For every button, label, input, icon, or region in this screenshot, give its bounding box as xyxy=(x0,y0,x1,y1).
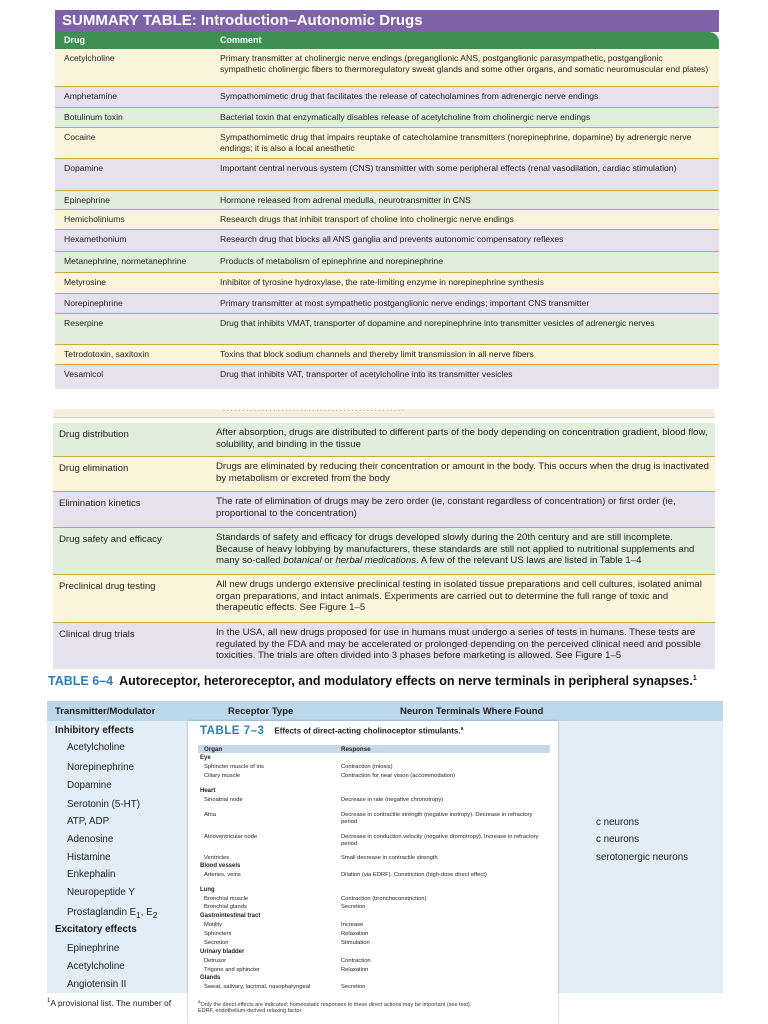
table-6-4-footnote: $^1$A provisional list. The number of xyxy=(47,998,172,1008)
table-row xyxy=(198,931,550,938)
table-row xyxy=(198,797,550,804)
organ: Ciliary muscle xyxy=(204,773,241,779)
transmitter-label: Acetylcholine xyxy=(67,961,125,972)
organ-category: Glands xyxy=(200,975,221,981)
organ: Bronchial glands xyxy=(204,904,247,910)
drug-name: Reserpine xyxy=(64,318,104,328)
response: Relaxation xyxy=(341,931,369,937)
concept-term: Drug distribution xyxy=(59,429,129,440)
terminal-label: serotonergic neurons xyxy=(596,852,689,863)
response: Relaxation xyxy=(341,967,369,973)
drug-comment: Hormone released from adrenal medulla, neurotransmitter in CNS xyxy=(220,195,471,205)
summary-table xyxy=(55,10,719,389)
drug-comment: Products of metabolism of epinephrine and norepinephrine xyxy=(220,256,444,266)
transmitter-label: Prostaglandin $E_1$, $E_2$ xyxy=(67,907,158,920)
response: Decrease in conduction velocity (negative dromotropy). Increase in refractory period xyxy=(341,834,539,847)
header-response: Response xyxy=(341,745,371,753)
table-row xyxy=(198,904,550,911)
organ: Trigone and sphincter xyxy=(204,967,260,973)
drug-comment: Toxins that block sodium channels and thereby limit transmission in all nerve fibers xyxy=(220,349,534,359)
table-number: TABLE 7–3 xyxy=(200,725,265,737)
drug-name: Epinephrine xyxy=(64,195,110,205)
transmitter-label: Epinephrine xyxy=(67,943,120,954)
drug-comment: Sympathomimetic drug that impairs reuptake of catecholamine transmitters (norepinephrine, dopamine) by adrenergic nerve endings; it is also a local anesthetic xyxy=(220,132,692,153)
organ: Secretion xyxy=(204,940,229,946)
concept-text: In the USA, all new drugs proposed for use in humans must undergo a series of tests in humans. These tests are regulated by the FDA and may be accelerated or prolonged depending on the perceived clinical need and possible toxicities. The trials are often divided into 3 phases before marketing is allowed. See Figure 1–5 xyxy=(216,627,701,662)
transmitter-label: Adenosine xyxy=(67,834,114,845)
table-row xyxy=(198,922,550,929)
transmitter-label: Enkephalin xyxy=(67,869,116,880)
response: Contraction (bronchoconstriction) xyxy=(341,896,427,902)
organ: Arteries, veins xyxy=(204,872,241,878)
concept-text: Standards of safety and efficacy for drugs developed slowly during the 20th century and are still incomplete. Because of heavy lobbying by manufacturers, these standards are still not applied to nutritional supplements and many so-called botanical or herbal medications. A few of the relevant US laws are listed in Table 1–4 xyxy=(216,532,695,567)
table-row xyxy=(198,812,550,826)
organ-category: Urinary bladder xyxy=(200,949,245,955)
organ-category: Blood vessels xyxy=(200,863,241,869)
concept-text: The rate of elimination of drugs may be zero order (ie, constant regardless of concentration) or first order (ie, proportional to the concentration) xyxy=(216,496,676,519)
table-row xyxy=(198,764,550,771)
table-row xyxy=(53,457,715,492)
concept-term: Drug elimination xyxy=(59,463,129,474)
drug-name: Dopamine xyxy=(64,163,104,173)
organ-category: Gastrointestinal tract xyxy=(200,913,261,919)
organ: Sphincters xyxy=(204,931,232,937)
cropped-row-remnant xyxy=(53,409,715,418)
header-organ: Organ xyxy=(204,745,223,753)
table-row xyxy=(198,855,550,862)
drug-comment: Drug that inhibits VAT, transporter of acetylcholine into its transmitter vesicles xyxy=(220,369,513,379)
response: Decrease in rate (negative chronotropy) xyxy=(341,797,444,803)
transmitter-label: Acetylcholine xyxy=(67,742,125,753)
cropped-text: . . . . . . . . . . . . . . . . . . . . . . . . . . . . . . . . . . . . . . . . . . . . . . . xyxy=(223,409,404,413)
organ: Atria xyxy=(204,812,216,818)
drug-name: Cocaine xyxy=(64,132,96,142)
table-row xyxy=(55,87,719,108)
table-row xyxy=(55,230,719,252)
table-7-3 xyxy=(188,721,558,1024)
table-row xyxy=(55,273,719,294)
concept-term: Elimination kinetics xyxy=(59,498,141,509)
table-row xyxy=(198,967,550,974)
footnote-mark: 1 xyxy=(692,674,697,682)
summary-table-header xyxy=(55,32,719,49)
table-row xyxy=(53,575,715,623)
organ: Motility xyxy=(204,922,223,928)
table-row xyxy=(55,108,719,128)
concept-text: Drugs are eliminated by reducing their concentration or amount in the body. This occurs when the drug is inactivated by metabolism or excreted from the body xyxy=(216,461,709,484)
drug-comment: Research drug that blocks all ANS ganglia and prevents autonomic compensatory reflexes xyxy=(220,234,564,244)
table-row xyxy=(53,623,715,669)
drug-comment: Sympathomimetic drug that facilitates the release of catecholamines from adrenergic nerve endings xyxy=(220,91,599,101)
organ-category: Heart xyxy=(200,788,216,794)
concept-text: After absorption, drugs are distributed to different parts of the body depending on concentration gradient, blood flow, solubility, and binding in the tissue xyxy=(216,427,708,450)
response: Contraction xyxy=(341,958,371,964)
drug-comment: Research drugs that inhibit transport of choline into cholinergic nerve endings xyxy=(220,214,514,224)
drug-name: Metyrosine xyxy=(64,277,107,287)
response: Secretion xyxy=(341,984,366,990)
transmitter-label: Norepinephrine xyxy=(67,762,134,773)
table-row xyxy=(55,159,719,191)
concept-term: Clinical drug trials xyxy=(59,629,135,640)
concept-term: Preclinical drug testing xyxy=(59,581,156,592)
header-drug: Drug xyxy=(64,35,85,45)
drug-comment: Drug that inhibits VMAT, transporter of dopamine and norepinephrine into transmitter vesicles of adrenergic nerves xyxy=(220,318,655,328)
organ: Ventricles xyxy=(204,855,230,861)
organ: Sphincter muscle of iris xyxy=(204,764,264,770)
drug-name: Metanephrine, normetanephrine xyxy=(64,256,187,266)
organ: Sweat, salivary, lacrimal, nasopharyngeal xyxy=(204,984,311,990)
drug-comment: Primary transmitter at cholinergic nerve endings (preganglionic ANS, postganglionic parasympathetic, postganglionic sympathetic cholinergic fibers to thermoregulatory sweat glands and some other organs, and somatic neuromuscular end plates) xyxy=(220,53,709,74)
transmitter-label: Serotonin (5-HT) xyxy=(67,799,140,810)
transmitter-label: ATP, ADP xyxy=(67,816,110,827)
drug-name: Acetylcholine xyxy=(64,53,115,63)
drug-name: Hemicholiniums xyxy=(64,214,125,224)
organ-category: Lung xyxy=(200,887,215,893)
concepts-table xyxy=(53,423,715,669)
transmitter-label: Neuropeptide Y xyxy=(67,887,135,898)
table-row xyxy=(55,49,719,87)
drug-name: Tetrodotoxin, saxitoxin xyxy=(64,349,150,359)
drug-name: Amphetamine xyxy=(64,91,118,101)
response: Increase xyxy=(341,922,364,928)
header-transmitter: Transmitter/Modulator xyxy=(55,705,156,717)
table-row xyxy=(55,314,719,345)
table-number: TABLE 6–4 xyxy=(48,674,114,688)
drug-comment: Inhibitor of tyrosine hydroxylase, the rate-limiting enzyme in norepinephrine synthesis xyxy=(220,277,544,287)
organ: Detrusor xyxy=(204,958,227,964)
table-row xyxy=(53,492,715,528)
transmitter-label: Dopamine xyxy=(67,780,112,791)
table-row xyxy=(53,423,715,457)
table-row xyxy=(55,365,719,389)
section-label: Inhibitory effects xyxy=(55,725,134,736)
table-7-3-footnote: $^a$Only the direct effects are indicated; homeostatic responses to these direct actions may be important (see text). EDRF, endothelium-derived relaxing factor. xyxy=(198,999,472,1015)
table-row xyxy=(55,252,719,273)
response: Decrease in contractile strength (negative inotropy). Decrease in refractory period xyxy=(341,812,533,825)
response: Contraction (miosis) xyxy=(341,764,393,770)
terminal-label: c neurons xyxy=(596,834,640,845)
table-row xyxy=(53,528,715,575)
organ: Sinoatrial node xyxy=(204,797,243,803)
drug-comment: Primary transmitter at most sympathetic postganglionic nerve endings; important CNS transmitter xyxy=(220,298,590,308)
concept-text: All new drugs undergo extensive preclinical testing in isolated tissue preparations and cell cultures, isolated animal organ preparations, and intact animals. Experiments are carried out to determine the full range of toxic and therapeutic effects. See Figure 1–5 xyxy=(216,579,702,614)
response: Small decrease in contractile strength xyxy=(341,855,438,861)
table-row xyxy=(55,128,719,159)
organ: Bronchial muscle xyxy=(204,896,249,902)
organ: Atrioventricular node xyxy=(204,834,258,840)
terminal-label: c neurons xyxy=(596,817,640,828)
table-row xyxy=(55,191,719,210)
transmitter-label: Angiotensin II xyxy=(67,979,127,990)
header-comment: Comment xyxy=(220,35,262,45)
table-row xyxy=(55,294,719,314)
drug-name: Vesamicol xyxy=(64,369,104,379)
drug-name: Hexamethonium xyxy=(64,234,127,244)
table-caption: Effects of direct-acting cholinoceptor stimulants.$^a$ xyxy=(274,726,464,736)
response: Dilation (via EDRF). Constriction (high-dose direct effect) xyxy=(341,872,487,878)
table-row xyxy=(198,773,550,780)
response: Contraction for near vision (accommodation) xyxy=(341,773,456,779)
table-row xyxy=(198,872,550,879)
drug-name: Norepinephrine xyxy=(64,298,123,308)
table-caption: Autoreceptor, heteroreceptor, and modulatory effects on nerve terminals in peripheral synapses. xyxy=(119,674,693,688)
table-row xyxy=(198,984,550,991)
drug-comment: Bacterial toxin that enzymatically disables release of acetylcholine from cholinergic nerve endings xyxy=(220,112,591,122)
section-label: Excitatory effects xyxy=(55,924,137,935)
table-row xyxy=(198,958,550,965)
transmitter-label: Histamine xyxy=(67,852,111,863)
table-row xyxy=(198,940,550,947)
table-row xyxy=(55,345,719,365)
header-terminals: Neuron Terminals Where Found xyxy=(400,705,544,717)
table-6-4-header xyxy=(47,701,723,721)
response: Secretion xyxy=(341,904,366,910)
table-row xyxy=(198,834,550,848)
table-7-3-title xyxy=(200,725,524,737)
table-row xyxy=(55,210,719,230)
response: Stimulation xyxy=(341,940,370,946)
table-row xyxy=(198,896,550,903)
drug-name: Botulinum toxin xyxy=(64,112,123,122)
concept-term: Drug safety and efficacy xyxy=(59,534,162,545)
summary-table-title: SUMMARY TABLE: Introduction–Autonomic Drugs xyxy=(55,10,719,32)
organ-category: Eye xyxy=(200,755,211,761)
header-receptor: Receptor Type xyxy=(228,705,294,717)
table-6-4-title xyxy=(48,674,697,688)
drug-comment: Important central nervous system (CNS) transmitter with some peripheral effects (renal vasodilation, cardiac stimulation) xyxy=(220,163,677,173)
table-7-3-header xyxy=(198,745,550,753)
